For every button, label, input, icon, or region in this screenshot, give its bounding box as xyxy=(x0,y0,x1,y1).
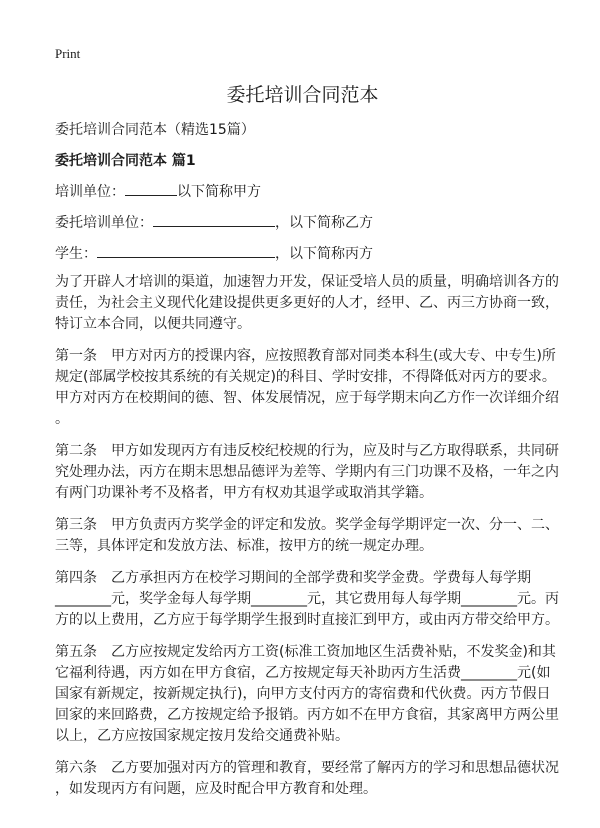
paragraph-line: 回家的来回路费，乙方按规定给予报销。丙方如不在甲方食宿，其家离甲方两公里 xyxy=(55,707,559,723)
paragraph-line: 第二条 甲方如发现丙方有违反校纪校规的行为，应及时与乙方取得联系，共同研 xyxy=(55,443,559,459)
paragraph xyxy=(55,441,559,504)
field-suffix: 以下简称甲方 xyxy=(177,184,261,200)
paragraph xyxy=(55,272,559,335)
field-label: 学生： xyxy=(55,246,97,262)
paragraph-line: 方的以上费用，乙方应于每学期学生报到时直接汇到甲方，或由丙方带交给甲方。 xyxy=(55,612,559,628)
paragraph-line: 第五条 乙方应按规定发给丙方工资(标准工资加地区生活费补贴，不发奖金)和其 xyxy=(55,644,556,660)
field-label: 培训单位： xyxy=(55,184,125,200)
paragraph-line: ，如发现丙方有问题，应及时配合甲方教育和处理。 xyxy=(55,781,377,797)
paragraph-line: 第一条 甲方对丙方的授课内容，应按照教育部对同类本科生(或大专、中专生)所 xyxy=(55,348,556,364)
paragraph xyxy=(55,568,559,631)
field-training-unit xyxy=(55,181,261,201)
paragraph-line: 第四条 乙方承担丙方在校学习期间的全部学费和奖学金费。学费每人每学期 xyxy=(55,570,531,586)
paragraph-line: 究处理办法，丙方在期末思想品德评为差等、学期内有三门功课不及格，一年之内 xyxy=(55,464,559,480)
print-link[interactable]: Print xyxy=(55,46,81,61)
field-label: 委托培训单位： xyxy=(55,215,153,231)
paragraph-line: 它福利待遇，丙方如在甲方食宿，乙方按规定每天补助丙方生活费________元(如 xyxy=(55,665,551,681)
paragraph xyxy=(55,642,559,747)
paragraph-line: 特订立本合同，以便共同遵守。 xyxy=(55,316,251,332)
paragraph-line: 三等，具体评定和发放方法、标准，按甲方的统一规定办理。 xyxy=(55,538,433,554)
paragraph xyxy=(55,758,559,800)
section-heading: 委托培训合同范本 篇1 xyxy=(55,153,196,169)
paragraph-line: 。 xyxy=(55,411,69,427)
paragraph-line: 第六条 乙方要加强对丙方的管理和教育，要经常了解丙方的学习和思想品德状况 xyxy=(55,760,559,776)
document-body xyxy=(55,272,559,811)
paragraph-line: 规定(部属学校按其系统的有关规定)的科目、学时安排，不得降低对丙方的要求。 xyxy=(55,369,556,385)
paragraph-line: 为了开辟人才培训的渠道，加速智力开发，保证受培人员的质量，明确培训各方的 xyxy=(55,274,559,290)
paragraph-line: 国家有新规定，按新规定执行)，向甲方支付丙方的寄宿费和代伙费。丙方节假日 xyxy=(55,686,551,702)
paragraph xyxy=(55,346,559,430)
paragraph-line: ________元，奖学金每人每学期________元，其它费用每人每学期________元。丙 xyxy=(55,591,559,607)
paragraph-line: 以上，乙方应按国家规定按月发给交通费补贴。 xyxy=(55,728,349,744)
field-suffix: ，以下简称丙方 xyxy=(275,246,373,262)
paragraph-line: 有两门功课补考不及格者，甲方有权劝其退学或取消其学籍。 xyxy=(55,485,433,501)
field-commissioning-unit xyxy=(55,212,373,232)
blank-line xyxy=(153,213,275,227)
paragraph xyxy=(55,515,559,557)
field-suffix: ，以下简称乙方 xyxy=(275,215,373,231)
paragraph-line: 甲方对丙方在校期间的德、智、体发展情况，应于每学期末向乙方作一次详细介绍 xyxy=(55,390,559,406)
blank-line xyxy=(97,244,275,258)
document-subtitle: 委托培训合同范本（精选15篇） xyxy=(55,122,255,138)
paragraph-line: 第三条 甲方负责丙方奖学金的评定和发放。奖学金每学期评定一次、分一、二、 xyxy=(55,517,559,533)
document-title: 委托培训合同范本 xyxy=(226,84,379,106)
paragraph-line: 责任，为社会主义现代化建设提供更多更好的人才，经甲、乙、丙三方协商一致， xyxy=(55,295,559,311)
field-student xyxy=(55,243,373,263)
blank-line xyxy=(125,182,177,196)
